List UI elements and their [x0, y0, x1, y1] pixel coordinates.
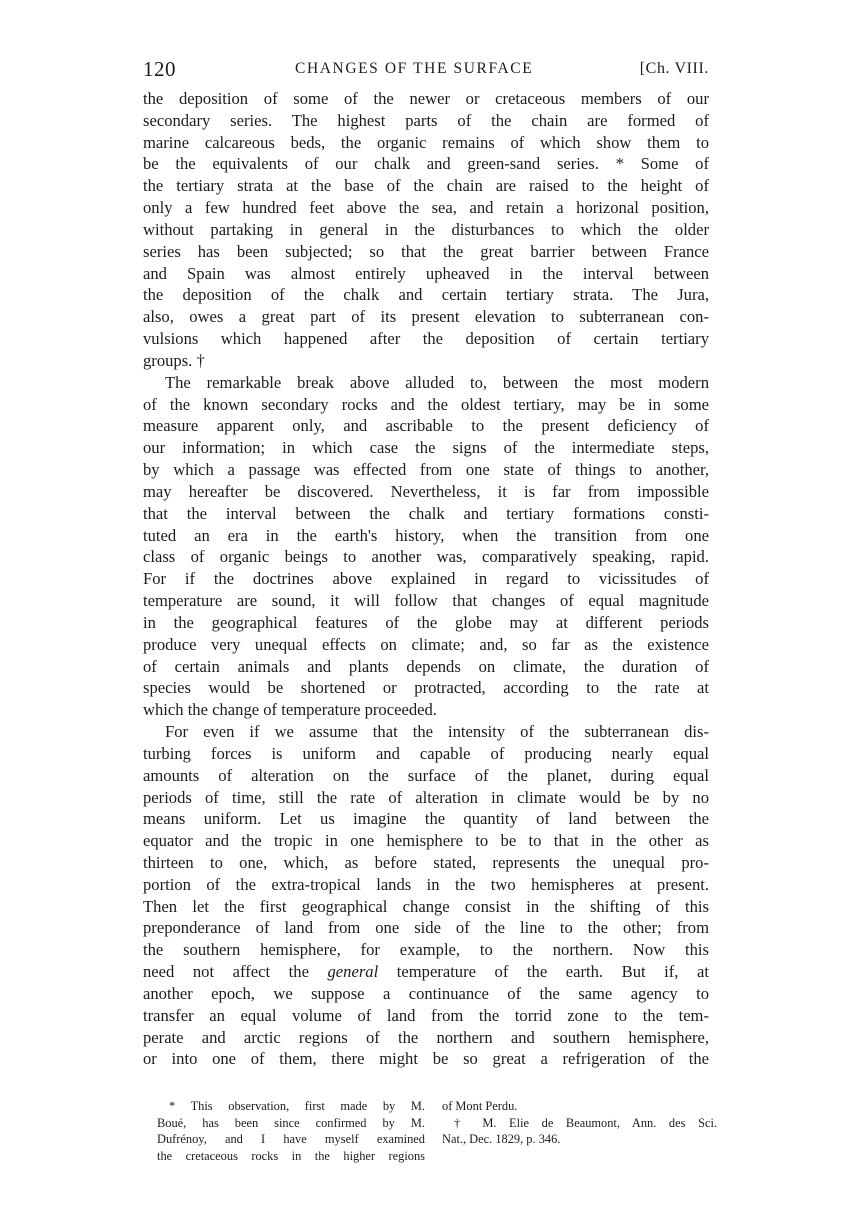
text-line: marine calcareous beds, the organic remains of which show them to	[143, 132, 709, 152]
text-line: class of organic beings to another was, comparatively speaking, rapid.	[143, 547, 709, 567]
footnote-column-left	[157, 1098, 425, 1164]
text-line: of certain animals and plants depends on climate, the duration of	[143, 656, 709, 676]
text-line	[143, 961, 709, 983]
text-line: or into one of them, there might be so great a refrigeration of the	[143, 1049, 709, 1069]
text-line: the tertiary strata at the base of the chain are raised to the height of	[143, 176, 709, 196]
text-fragment: temperature of the earth. But if, at	[396, 962, 709, 982]
text-line: vulsions which happened after the deposition of certain tertiary	[143, 329, 709, 349]
text-line: by which a passage was effected from one state of things to another,	[143, 460, 709, 480]
text-line: Then let the first geographical change consist in the shifting of this	[143, 896, 709, 916]
text-line: secondary series. The highest parts of the chain are formed of	[143, 110, 709, 130]
text-line: the southern hemisphere, for example, to the northern. Now this	[143, 940, 709, 960]
text-line: the deposition of the chalk and certain tertiary strata. The Jura,	[143, 285, 709, 305]
text-line: The remarkable break above alluded to, between the most modern	[165, 372, 709, 392]
text-line: amounts of alteration on the surface of the planet, during equal	[143, 765, 709, 785]
text-line: portion of the extra-tropical lands in the two hemispheres at present.	[143, 874, 709, 894]
text-line: turbing forces is uniform and capable of producing nearly equal	[143, 743, 709, 763]
text-line: which the change of temperature proceeded.	[143, 700, 437, 720]
page-number: 120	[143, 57, 176, 81]
text-line: periods of time, still the rate of alteration in climate would be by no	[143, 787, 709, 807]
text-line: preponderance of land from one side of the line to the other; from	[143, 918, 709, 938]
paragraph-continuation	[143, 88, 709, 372]
paragraph-remarkable-break	[143, 372, 709, 721]
text-line: thirteen to one, which, as before stated, represents the unequal pro-	[143, 852, 709, 872]
text-line: our information; in which case the signs of the intermediate steps,	[143, 438, 709, 458]
italic-word: general	[327, 962, 379, 982]
body-text	[143, 88, 709, 1070]
footnote-line: † M. Elie de Beaumont, Ann. des Sci.	[454, 1115, 717, 1130]
text-line: the deposition of some of the newer or cretaceous members of our	[143, 89, 709, 108]
chapter-label: [Ch. VIII.	[639, 60, 709, 77]
text-line: means uniform. Let us imagine the quantity of land between the	[143, 809, 709, 829]
text-line: For even if we assume that the intensity of the subterranean dis-	[165, 722, 709, 742]
footnote-line: Dufrénoy, and I have myself examined	[157, 1132, 425, 1147]
text-line: temperature are sound, it will follow that changes of equal magnitude	[143, 591, 709, 611]
text-line: may hereafter be discovered. Nevertheless, it is far from impossible	[143, 481, 709, 501]
footnote-line: the cretaceous rocks in the higher regions	[157, 1148, 425, 1163]
text-line: measure apparent only, and ascribable to the present deficiency of	[143, 416, 709, 436]
text-line: For if the doctrines above explained in regard to vicissitudes of	[143, 569, 709, 589]
text-line: in the geographical features of the globe may at different periods	[143, 612, 709, 632]
text-line: produce very unequal effects on climate; and, so far as the existence	[143, 634, 709, 654]
text-line: be the equivalents of our chalk and green-sand series. * Some of	[143, 154, 709, 174]
text-line: without partaking in general in the disturbances to which the older	[143, 219, 709, 239]
paragraph-uniform-forces	[143, 721, 709, 1070]
text-line: transfer an equal volume of land from the torrid zone to the tem-	[143, 1005, 709, 1025]
footnote-line: Boué, has been since confirmed by M.	[157, 1115, 425, 1130]
footnote-column-right	[442, 1098, 717, 1148]
text-line: equator and the tropic in one hemisphere to be to that in the other as	[143, 831, 709, 851]
footnote-line: Nat., Dec. 1829, p. 346.	[442, 1132, 561, 1147]
text-line: species would be shortened or protracted, according to the rate at	[143, 678, 709, 698]
text-fragment: need not affect the	[143, 962, 309, 982]
text-line: another epoch, we suppose a continuance of the same agency to	[143, 983, 709, 1003]
text-line: and Spain was almost entirely upheaved in the interval between	[143, 263, 709, 283]
text-line: of the known secondary rocks and the oldest tertiary, may be in some	[143, 394, 709, 414]
text-line: only a few hundred feet above the sea, and retain a horizonal position,	[143, 198, 709, 218]
text-line: tuted an era in the earth's history, when the transition from one	[143, 525, 709, 545]
text-line: also, owes a great part of its present elevation to subterranean con-	[143, 307, 709, 327]
running-header	[143, 57, 709, 83]
running-title: CHANGES OF THE SURFACE	[295, 60, 534, 77]
footnote-line: of Mont Perdu.	[442, 1099, 518, 1113]
text-line: perate and arctic regions of the northern and southern hemisphere,	[143, 1027, 709, 1047]
text-line: series has been subjected; so that the great barrier between France	[143, 241, 709, 261]
text-line: that the interval between the chalk and tertiary formations consti-	[143, 503, 709, 523]
footnote-line: * This observation, first made by M.	[169, 1099, 425, 1113]
text-line: groups. †	[143, 350, 205, 370]
